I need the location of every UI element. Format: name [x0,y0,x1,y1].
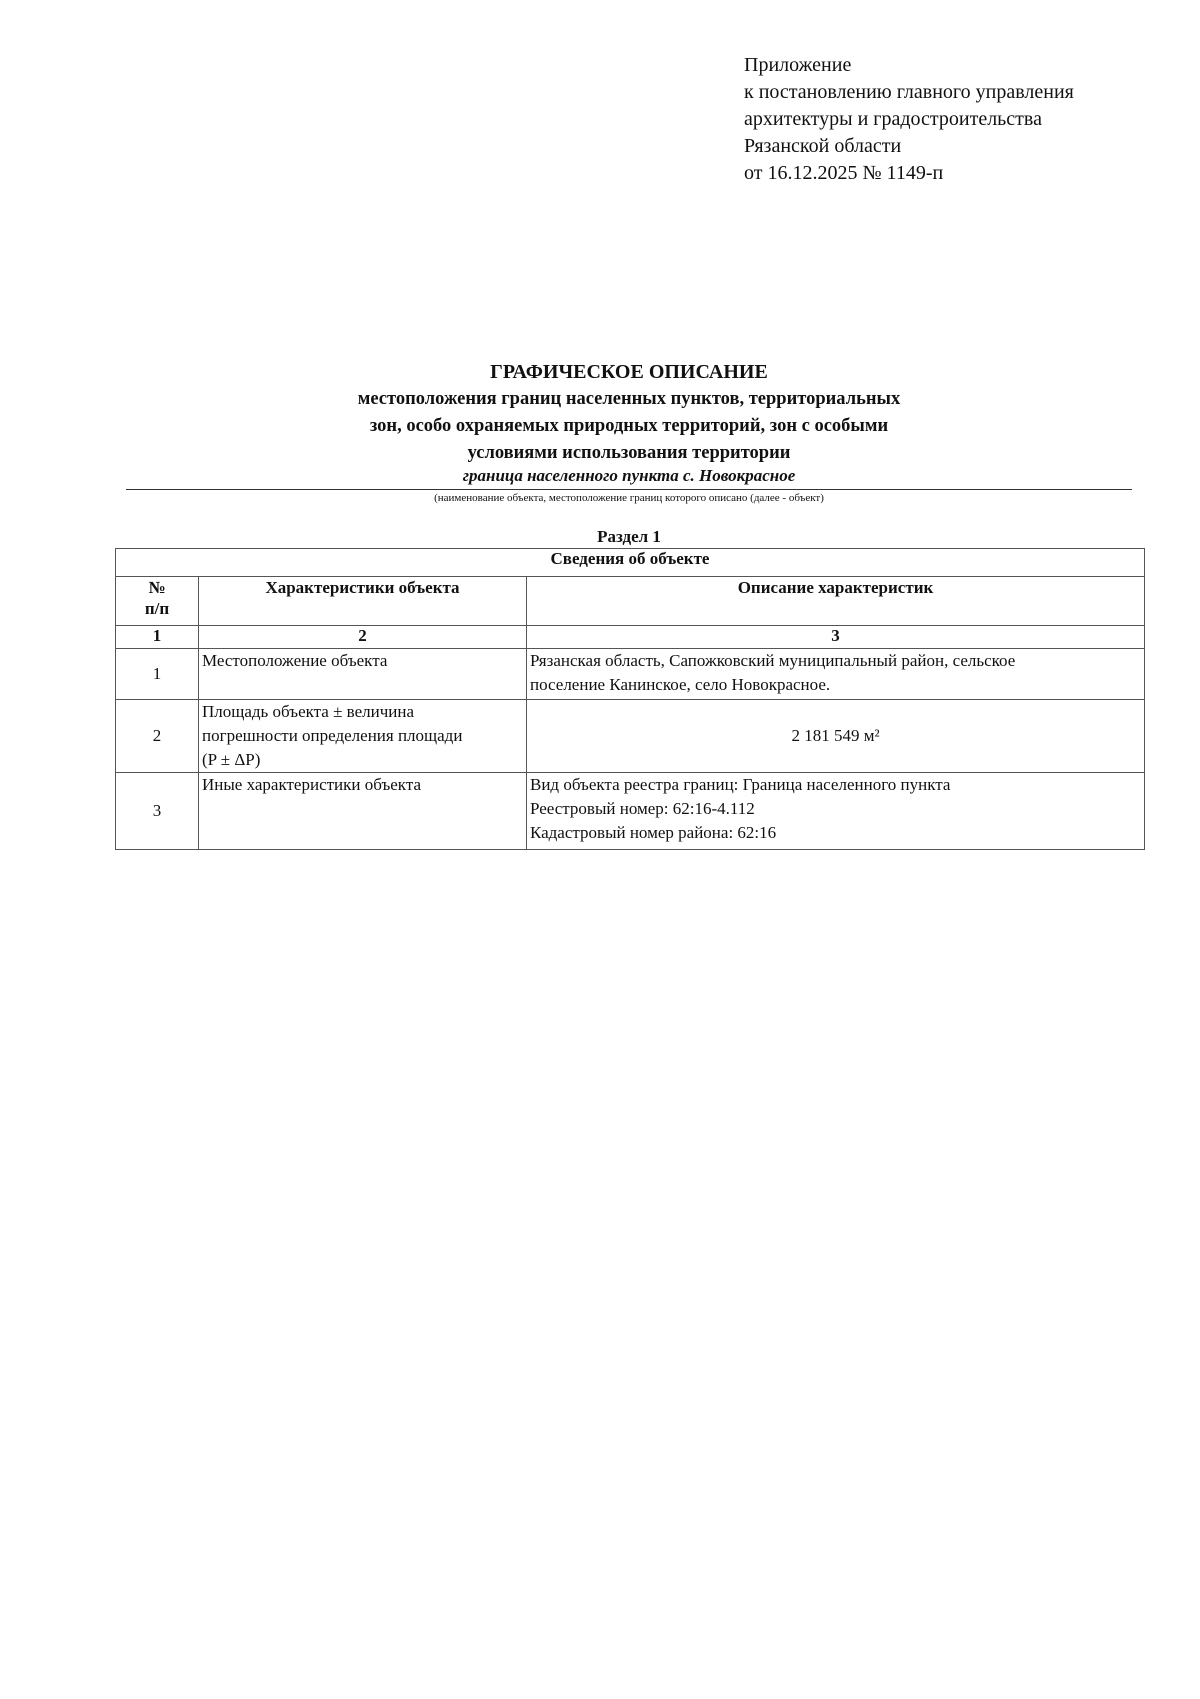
table-row [116,773,1145,850]
row-num: 2 [116,700,199,773]
cell-line: Иные характеристики объекта [202,775,422,794]
document-subtitle-line: условиями использования территории [467,443,791,463]
document-subtitle-line: местоположения границ населенных пунктов, территориальных [357,389,901,409]
appendix-line: к постановлению главного управления [744,81,1074,103]
row-characteristic [199,773,527,850]
cell-line: Кадастровый номер района: 62:16 [530,823,777,842]
object-info-table [115,548,1145,850]
column-number: 3 [527,626,1145,649]
cell-line: Рязанская область, Сапожковский муниципальный район, сельское [530,651,1016,670]
table-header-row [116,577,1145,626]
row-description [527,649,1145,700]
header-description: Описание характеристик [527,577,1145,626]
cell-line: (P ± ΔP) [202,750,261,769]
cell-line: погрешности определения площади [202,726,463,745]
appendix-line: Приложение [744,54,852,76]
cell-line: Вид объекта реестра границ: Граница населенного пункта [530,775,951,794]
table-row [116,700,1145,773]
row-num: 1 [116,649,199,700]
object-name: граница населенного пункта с. Новокрасное [462,466,796,485]
header-num-line: № [148,578,166,597]
document-title: ГРАФИЧЕСКОЕ ОПИСАНИЕ [490,361,768,383]
section-title: Раздел 1 [597,527,661,546]
header-characteristic: Характеристики объекта [199,577,527,626]
column-number: 1 [116,626,199,649]
area-value: 2 181 549 м² [791,726,880,745]
table-caption: Сведения об объекте [116,549,1145,577]
row-num: 3 [116,773,199,850]
column-number: 2 [199,626,527,649]
table-row [116,649,1145,700]
row-description [527,700,1145,773]
cell-line: Реестровый номер: 62:16-4.112 [530,799,755,818]
table-caption-row [116,549,1145,577]
document-title-block [0,358,1200,467]
row-characteristic [199,649,527,700]
column-number-row [116,626,1145,649]
object-underline [126,489,1132,490]
row-description [527,773,1145,850]
appendix-line: архитектуры и градостроительства [744,108,1042,130]
cell-line: Местоположение объекта [202,651,388,670]
cell-line: Площадь объекта ± величина [202,702,415,721]
header-num [116,577,199,626]
appendix-date-number: от 16.12.2025 № 1149-п [744,162,944,184]
row-characteristic [199,700,527,773]
cell-line: поселение Канинское, село Новокрасное. [530,675,831,694]
header-num-line: п/п [144,599,170,618]
appendix-block [744,52,1184,187]
document-subtitle-line: зон, особо охраняемых природных территорий, зон с особыми [369,416,889,436]
appendix-line: Рязанской области [744,135,902,157]
object-note: (наименование объекта, местоположение границ которого описано (далее - объект) [434,492,824,504]
